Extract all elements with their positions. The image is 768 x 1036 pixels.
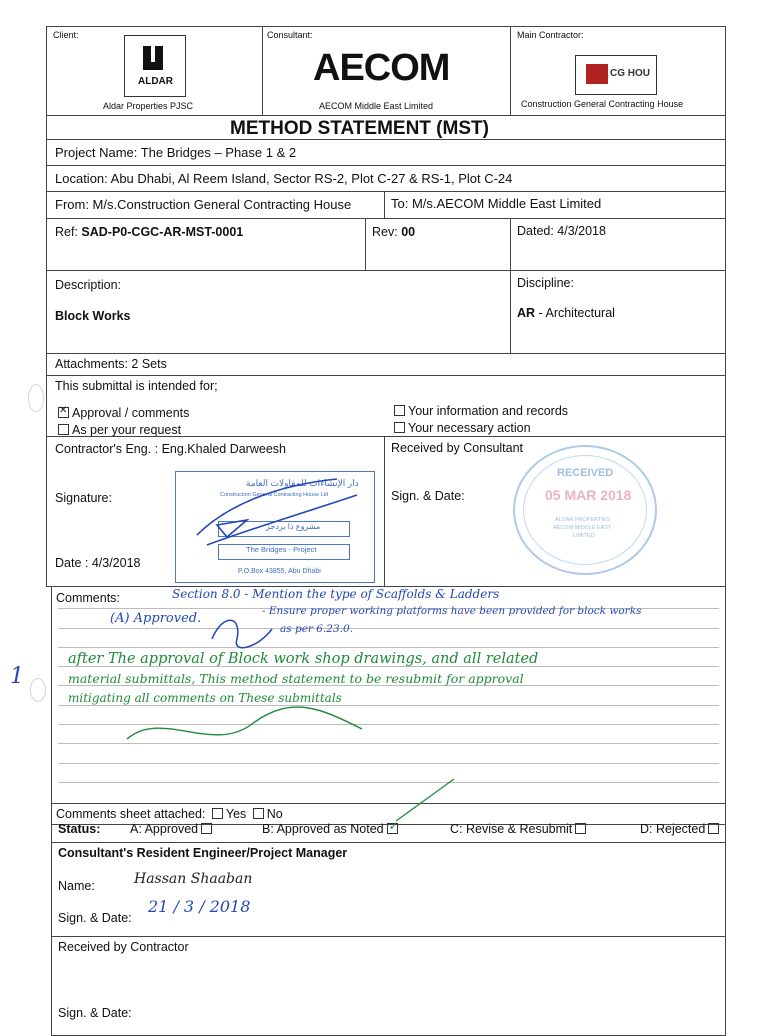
client-name: Aldar Properties PJSC: [103, 101, 194, 111]
resident-engineer-label: Consultant's Resident Engineer/Project Manager: [58, 846, 348, 860]
method-statement-form: [46, 26, 726, 1024]
ref-cell: [46, 218, 366, 271]
received-contractor-section: [51, 936, 726, 1036]
discipline-code: AR: [517, 306, 536, 320]
title-row: [46, 115, 726, 140]
margin-mark: 1: [10, 664, 24, 689]
rev-value: 00: [401, 225, 416, 239]
option-approval: ✕ Approval / comments: [59, 405, 190, 420]
comments-label: Comments:: [56, 591, 120, 605]
as-per-request-checkbox[interactable]: [58, 424, 69, 435]
location: Location: Abu Dhabi, Al Reem Island, Sector RS-2, Plot C-27 & RS-1, Plot C-24: [55, 171, 513, 186]
status-d-checkbox[interactable]: [708, 823, 719, 834]
contractor-eng: Contractor's Eng. : Eng.Khaled Darweesh: [55, 442, 286, 456]
received-stamp-word: RECEIVED: [557, 467, 614, 479]
handwritten-name: Hassan Shaaban: [134, 871, 253, 887]
description-cell: [46, 270, 511, 354]
ruled-line: [58, 782, 719, 783]
green-underline-scribble: [122, 699, 382, 759]
status-b-checkbox[interactable]: ✓: [388, 819, 399, 833]
consultant-label: Consultant:: [267, 30, 313, 40]
location-row: [46, 165, 726, 192]
contractor-label: Main Contractor:: [517, 30, 584, 40]
status-a-checkbox[interactable]: [201, 823, 212, 834]
received-stamp-line2: AECOM MIDDLE EAST: [553, 525, 612, 531]
ref-value: SAD-P0-CGC-AR-MST-0001: [81, 225, 244, 239]
approval-checkbox[interactable]: ✕: [59, 405, 68, 416]
project-row: [46, 139, 726, 166]
handwritten-green-2: material submittals, This method statement to be resubmit for approval: [68, 671, 524, 686]
cgh-logo: [575, 55, 657, 95]
dated-cell: [510, 218, 726, 271]
consultant-sign-date-label: Sign. & Date:: [391, 489, 465, 503]
handwritten-comment-3: as per 6.23.0.: [280, 623, 354, 635]
status-c: C: Revise & Resubmit: [450, 822, 589, 836]
ref-field: Ref: SAD-P0-CGC-AR-MST-0001: [55, 225, 244, 239]
form-title: METHOD STATEMENT (MST): [230, 118, 489, 139]
handwritten-comment-1: Section 8.0 - Mention the type of Scaffolds & Ladders: [172, 587, 500, 601]
description-label: Description:: [55, 278, 121, 292]
rev-cell: [365, 218, 511, 271]
consultant-cell: [262, 26, 511, 116]
from-cell: [46, 191, 385, 219]
received-stamp: [513, 445, 657, 575]
client-cell: [46, 26, 263, 116]
contractor-sign-date-label: Sign. & Date:: [58, 1006, 132, 1020]
status-row: [51, 813, 726, 843]
option-action: Your necessary action: [391, 421, 531, 435]
aldar-logo-text: ALDAR: [138, 76, 173, 87]
aecom-logo: AECOM: [313, 47, 450, 89]
name-label: Name:: [58, 879, 95, 893]
stamp-project-arabic: مشروع ذا بردجز: [266, 522, 321, 531]
handwritten-comment-2: - Ensure proper working platforms have been provided for block works: [262, 605, 642, 617]
handwritten-green-3: mitigating all comments on These submittals: [68, 691, 342, 705]
contractor-cell: [510, 26, 726, 116]
description-value: Block Works: [55, 309, 131, 323]
contractor-name: Construction General Contracting House: [521, 99, 684, 109]
engineer-sign-date-label: Sign. & Date:: [58, 911, 132, 925]
ruled-line: [58, 628, 719, 629]
discipline-label: Discipline:: [517, 276, 574, 290]
status-a: A: Approved: [130, 822, 215, 836]
contractor-signature-scribble: [187, 475, 387, 555]
status-label: Status:: [58, 822, 101, 836]
punch-hole-top: [28, 384, 44, 412]
comments-section: [51, 586, 726, 804]
attachments-row: [46, 353, 726, 376]
stamp-company: Construction General Contracting House Ltd: [220, 492, 329, 498]
from-field: From: M/s.Construction General Contracting House: [55, 197, 352, 212]
signature-label: Signature:: [55, 491, 112, 505]
option-information: Your information and records: [391, 404, 568, 418]
project-name: Project Name: The Bridges – Phase 1 & 2: [55, 145, 297, 160]
punch-hole-bottom: [30, 678, 46, 702]
attachments: Attachments: 2 Sets: [55, 357, 167, 371]
initials-scribble: [202, 609, 282, 659]
status-check-stroke: [394, 775, 464, 825]
client-label: Client:: [53, 30, 79, 40]
stamp-project: The Bridges - Project: [246, 545, 317, 554]
aldar-logo: [124, 35, 186, 97]
intended-label: This submittal is intended for;: [55, 379, 218, 393]
received-stamp-line3: LIMITED: [573, 533, 595, 539]
stamp-address: P.O.Box 43855, Abu Dhabi: [238, 568, 321, 575]
intended-section: [46, 375, 726, 437]
contractor-date: Date : 4/3/2018: [55, 556, 141, 570]
information-checkbox[interactable]: [394, 405, 405, 416]
received-consultant-label: Received by Consultant: [391, 441, 524, 455]
ruled-line: [58, 763, 719, 764]
discipline-field: AR - Architectural: [517, 306, 615, 320]
rev-field: Rev: 00: [372, 225, 416, 239]
handwritten-approved: (A) Approved.: [110, 611, 202, 626]
handwritten-green-1: after The approval of Block work shop drawings, and all related: [68, 651, 539, 667]
status-d: D: Rejected: [640, 822, 722, 836]
received-stamp-line1: ALDAR PROPERTIES: [555, 517, 611, 523]
received-contractor-label: Received by Contractor: [58, 940, 189, 954]
to-field: To: M/s.AECOM Middle East Limited: [391, 196, 602, 211]
status-b: B: Approved as Noted ✓: [262, 819, 399, 836]
dated-field: Dated: 4/3/2018: [517, 224, 606, 238]
cgh-logo-text: CG HOU: [610, 68, 650, 79]
status-c-checkbox[interactable]: [575, 823, 586, 834]
received-stamp-date: 05 MAR 2018: [545, 487, 632, 503]
comments-sheet-attached: Comments sheet attached: Yes No: [56, 807, 283, 821]
stamp-arabic-name: دار الإنشاءات للمقاولات العامة: [246, 478, 359, 488]
consultant-name: AECOM Middle East Limited: [319, 101, 434, 111]
to-cell: [384, 191, 726, 219]
resident-engineer-section: [51, 842, 726, 937]
action-checkbox[interactable]: [394, 422, 405, 433]
consultant-received-cell: [384, 436, 726, 587]
discipline-cell: [510, 270, 726, 354]
handwritten-date: 21 / 3 / 2018: [148, 897, 251, 916]
ruled-line: [58, 647, 719, 648]
option-as-per-request: As per your request: [55, 423, 181, 437]
contractor-signature-cell: [46, 436, 385, 587]
